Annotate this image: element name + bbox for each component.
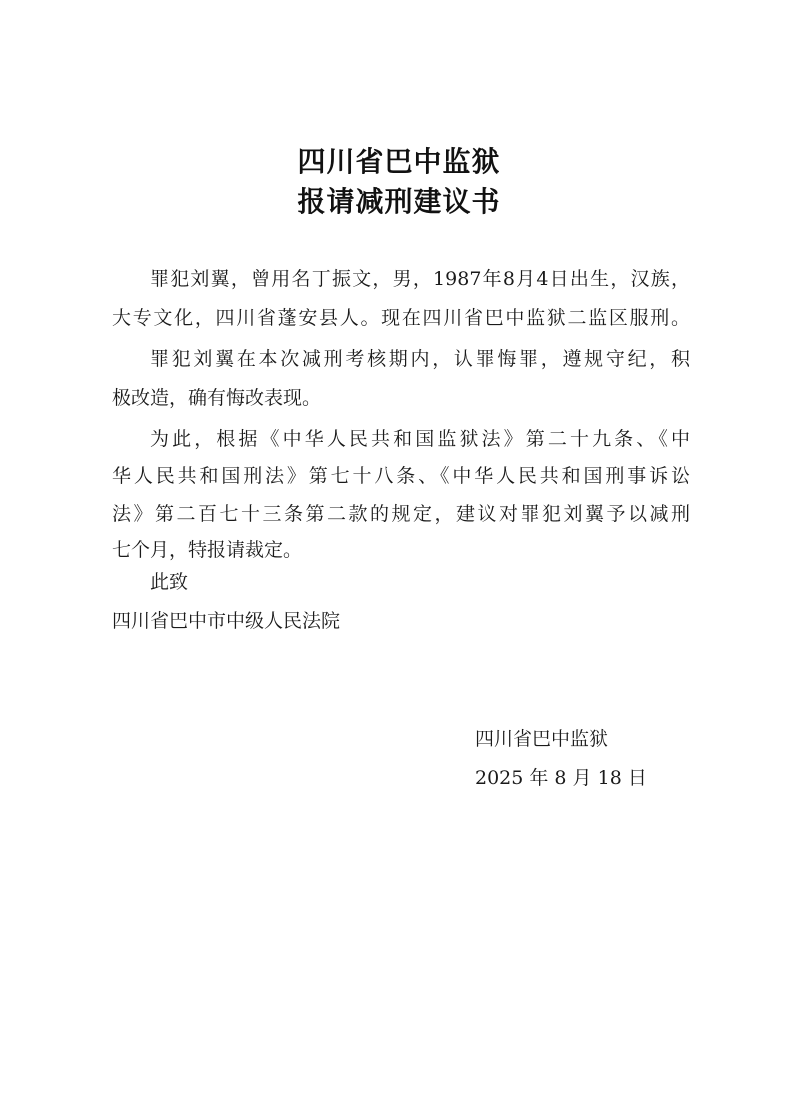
paragraph-3-line-4: 七个月，特报请裁定。 [112, 539, 303, 561]
closing-salutation: 此致 [150, 571, 189, 593]
paragraph-3-line-2: 华人民共和国刑法》第七十八条、《中华人民共和国刑事诉讼 [112, 465, 690, 487]
paragraph-2-line-2: 极改造，确有悔改表现。 [112, 387, 322, 409]
signature-date: 2025 年 8 月 18 日 [475, 767, 647, 789]
paragraph-2-line-1: 罪犯刘翼在本次减刑考核期内，认罪悔罪，遵规守纪，积 [150, 348, 690, 370]
paragraph-3-line-1: 为此，根据《中华人民共和国监狱法》第二十九条、《中 [150, 428, 690, 450]
paragraph-1-line-2: 大专文化，四川省蓬安县人。现在四川省巴中监狱二监区服刑。 [112, 307, 690, 329]
document-title-line2: 报请减刑建议书 [297, 185, 501, 218]
paragraph-1-line-1: 罪犯刘翼，曾用名丁振文，男，1987年8月4日出生，汉族， [150, 268, 690, 290]
addressee: 四川省巴中市中级人民法院 [112, 610, 341, 632]
document-title-line1: 四川省巴中监狱 [297, 145, 501, 178]
paragraph-3-line-3: 法》第二百七十三条第二款的规定，建议对罪犯刘翼予以减刑 [112, 503, 690, 525]
signature-organization: 四川省巴中监狱 [475, 728, 609, 750]
